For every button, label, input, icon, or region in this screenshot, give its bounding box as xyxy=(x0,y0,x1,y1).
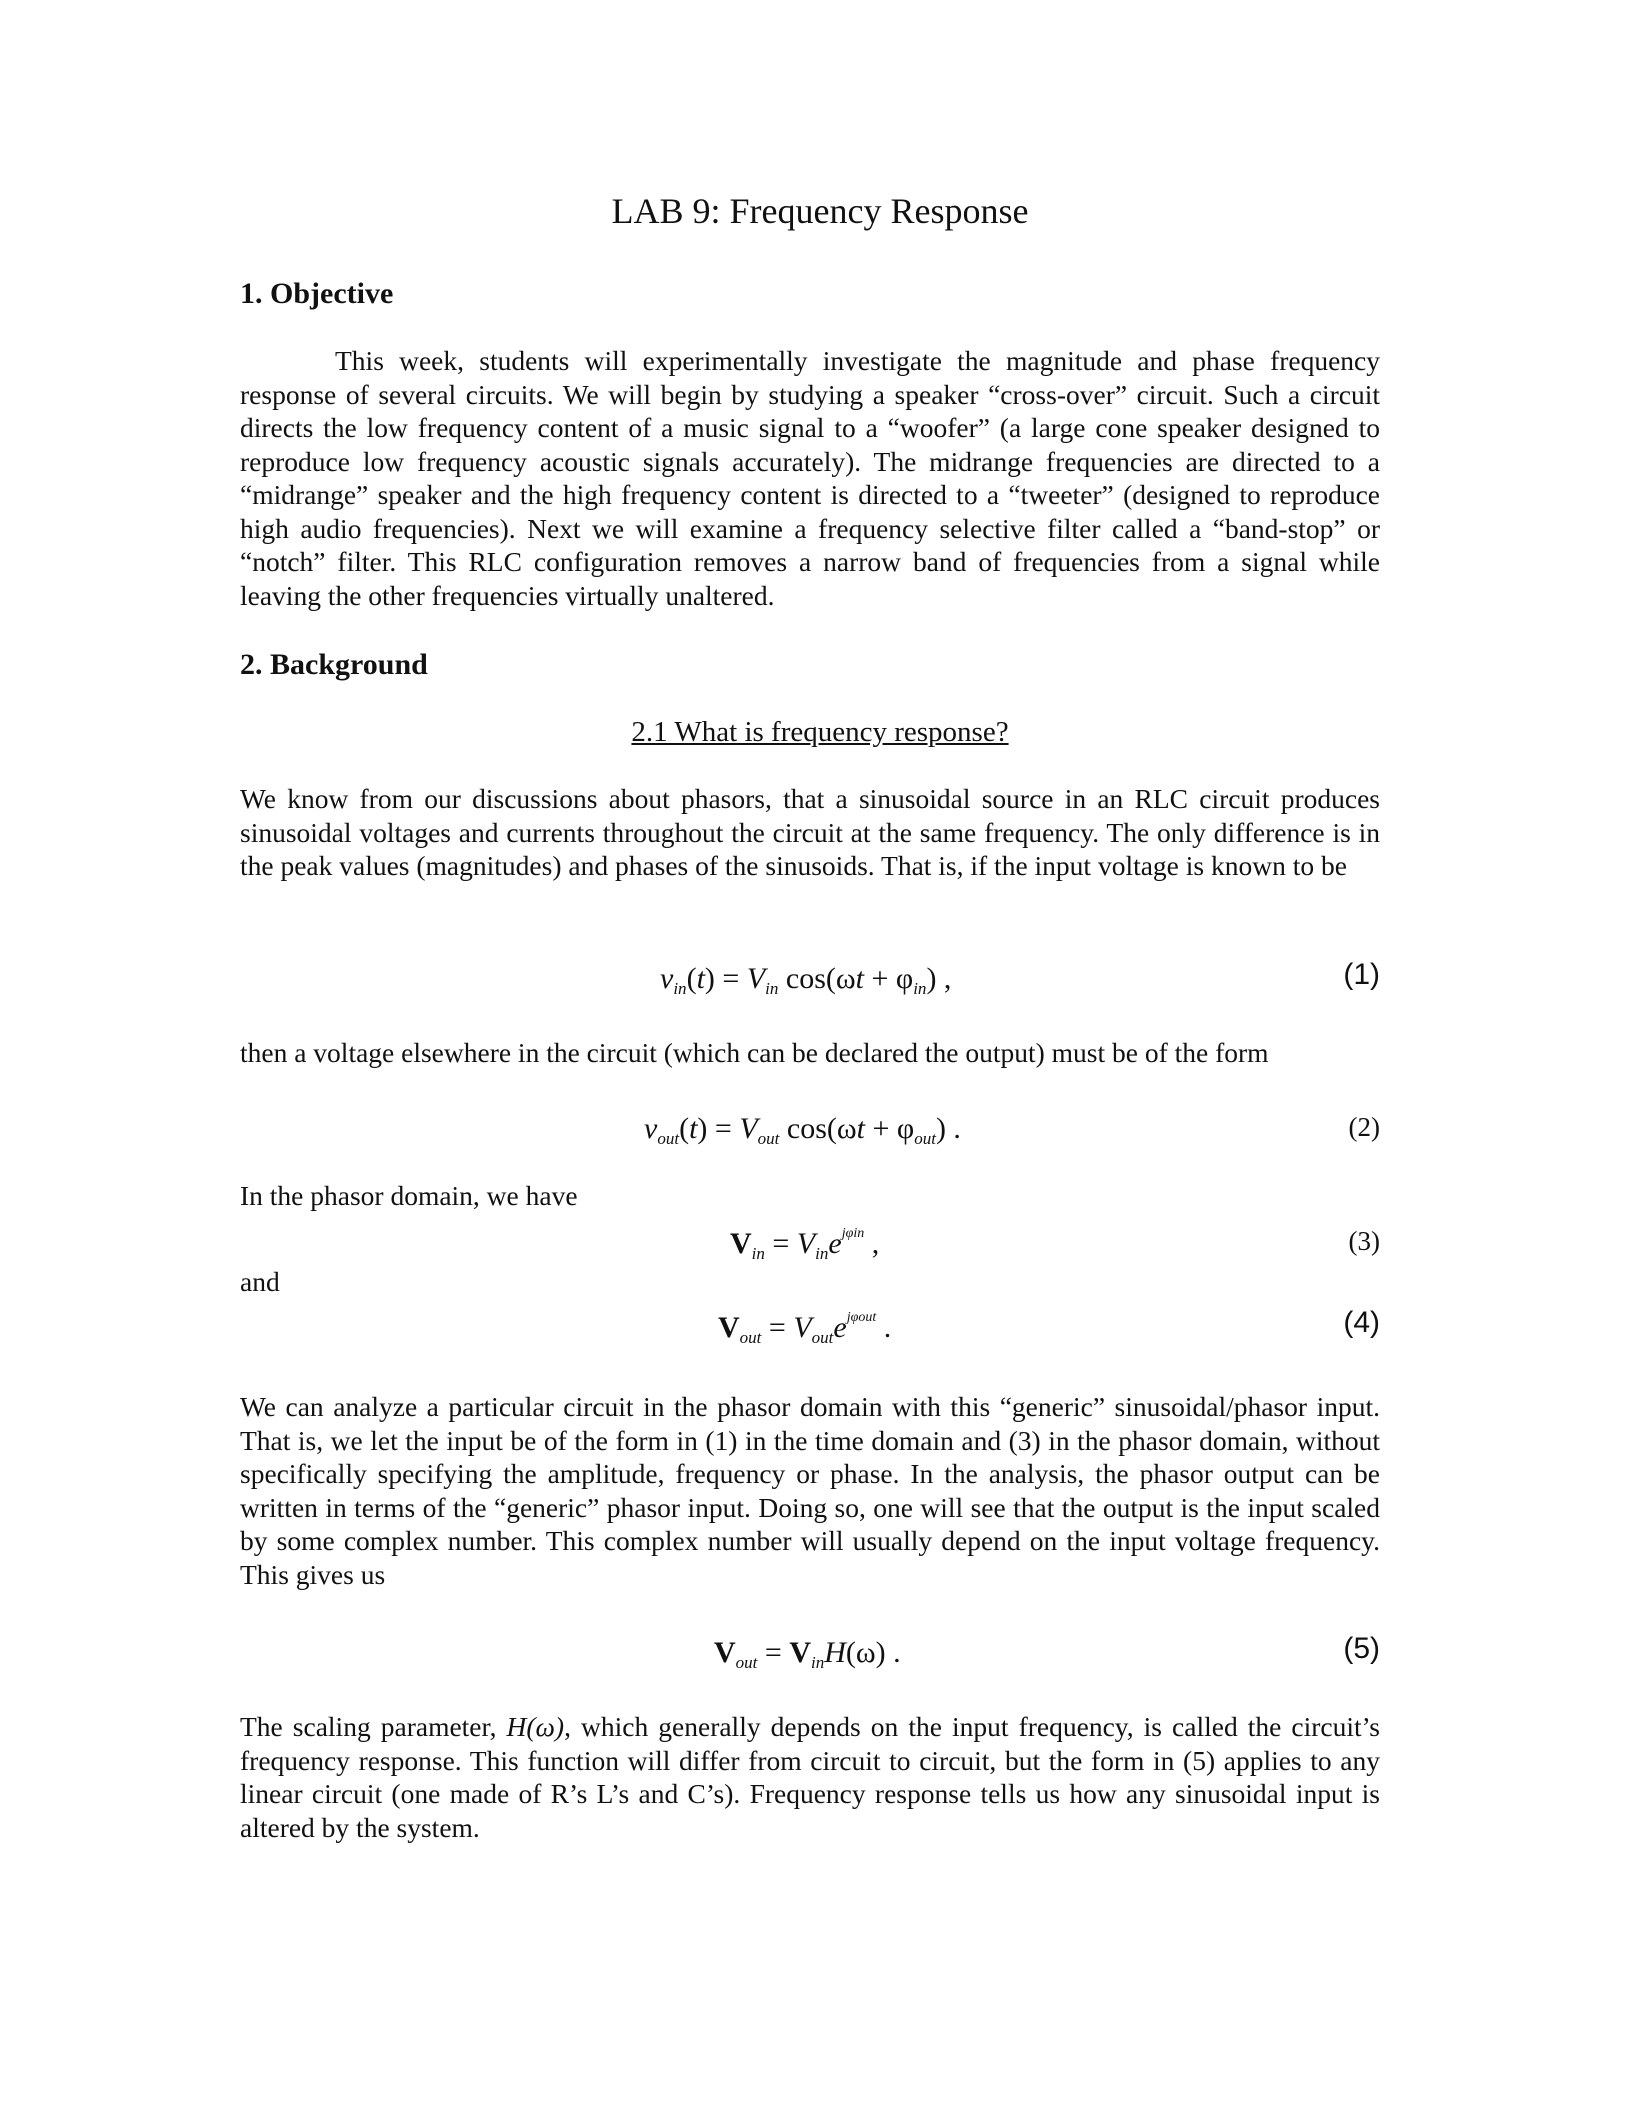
equation-4-number: (4) xyxy=(1343,1306,1380,1339)
subsection-heading: 2.1 What is frequency response? xyxy=(631,716,1009,748)
scaling-text-rest: , which generally depends on the input frequency, is called the circuit’s frequency response. This function will differ from circuit to circuit, but the form in (5) applies to any linear circuit (one made of R’s L’s and C’s). Frequency response tells us how any sinusoidal input is altered by the system. xyxy=(240,1711,1380,1843)
equation-2-number: (2) xyxy=(1348,1112,1380,1142)
equation-2-expression: $v_{out}(t) = V_{out}$ $\cos(\omega t + \varphi_{out})$ . xyxy=(644,1112,961,1148)
and-label: and xyxy=(240,1266,280,1297)
objective-heading: 1. Objective xyxy=(240,277,394,310)
equation-4-expression: $V_{out} = V_{out}e^{j\varphi out}$ . xyxy=(718,1310,892,1347)
equation-5-number: (5) xyxy=(1343,1632,1380,1665)
analyze-paragraph: We can analyze a particular circuit in the phasor domain with this “generic” sinusoidal/phasor input. That is, we let the input be of the form in (1) in the time domain and (3) in the phasor domain, without specifically specifying the amplitude, frequency or phase. In the analysis, the phasor output can be written in terms of the “generic” phasor input. Doing so, one will see that the output is the input scaled by some complex number. This complex number will usually depend on the input voltage frequency. This gives us xyxy=(240,1391,1380,1590)
equation-3-number: (3) xyxy=(1348,1226,1380,1256)
objective-paragraph: This week, students will experimentally investigate the magnitude and phase frequency response of several circuits. We will begin by studying a speaker “cross-over” circuit. Such a circuit directs the low frequency content of a music signal to a “woofer” (a large cone speaker designed to reproduce low frequency acoustic signals accurately). The midrange frequencies are directed to a “midrange” speaker and the high frequency content is directed to a “tweeter” (designed to reproduce high audio frequencies). Next we will examine a frequency selective filter called a “band-stop” or “notch” filter. This RLC configuration removes a narrow band of frequencies from a signal while leaving the other frequencies virtually unaltered. xyxy=(240,345,1380,611)
page-title: LAB 9: Frequency Response xyxy=(611,191,1029,231)
equation-5 xyxy=(240,1632,1380,1680)
phasors-paragraph: We know from our discussions about phasors, that a sinusoidal source in an RLC circuit produces sinusoidal voltages and currents throughout the circuit at the same frequency. The only difference is in the peak values (magnitudes) and phases of the sinusoids. That is, if the input voltage is known to be xyxy=(240,783,1380,881)
equation-1 xyxy=(240,958,1380,1006)
scaling-text-start: The scaling parameter, xyxy=(240,1711,507,1742)
background-heading: 2. Background xyxy=(240,648,428,681)
equation-3 xyxy=(240,1222,1380,1270)
equation-1-number: (1) xyxy=(1343,958,1380,991)
phasor-domain-label: In the phasor domain, we have xyxy=(240,1180,578,1211)
equation-1-expression: $v_{in}(t) = V_{in}$ $\cos(\omega t + \varphi_{in})$ , xyxy=(660,962,952,998)
equation-4 xyxy=(240,1306,1380,1354)
equation-5-expression: $V_{out} = V_{in}H(\omega)$ . xyxy=(714,1636,901,1672)
equation-2 xyxy=(240,1108,1380,1156)
then-paragraph: then a voltage elsewhere in the circuit (which can be declared the output) must be of the form xyxy=(240,1037,1269,1068)
scaling-paragraph xyxy=(240,1710,1380,1844)
equation-3-expression: $V_{in} = V_{in}e^{j\varphi in}$ , xyxy=(730,1226,880,1263)
frequency-response-symbol: H(ω) xyxy=(506,1711,565,1742)
